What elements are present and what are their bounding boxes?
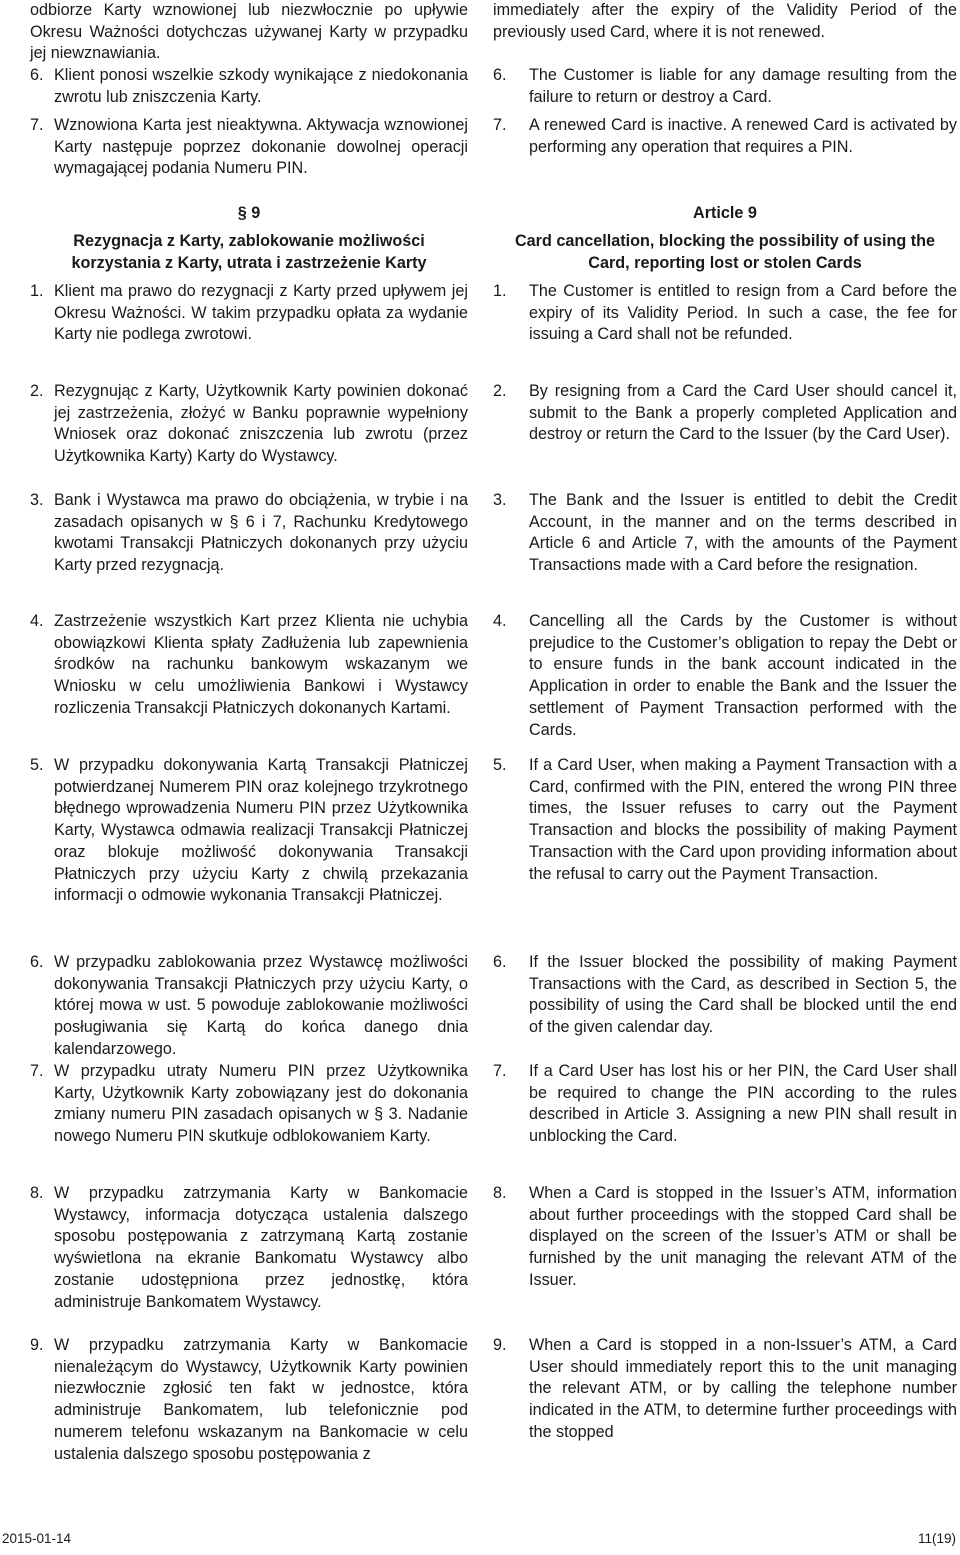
footer-date: 2015-01-14	[2, 1531, 72, 1546]
item-number: 7.	[30, 1062, 44, 1080]
polish-item-8	[30, 1183, 468, 1313]
polish-item-2	[30, 381, 468, 468]
polish-section-title: Rezygnacja z Karty, zablokowanie możliwości korzystania z Karty, utrata i zastrzeżenie Karty	[71, 232, 427, 272]
item-number: 5.	[493, 756, 507, 774]
item-text: The Bank and the Issuer is entitled to debit the Credit Account, in the manner and on the terms described in Article 6 and Article 7, with the amounts of the Payment Transactions made with a Card before the resignation.	[529, 491, 957, 575]
item-number: 2.	[493, 382, 507, 400]
english-item-4	[493, 611, 957, 741]
item-text: A renewed Card is inactive. A renewed Card is activated by performing any operation that requires a PIN.	[529, 116, 957, 156]
polish-item-3	[30, 490, 468, 577]
item-text: Zastrzeżenie wszystkich Kart przez Klienta nie uchybia obowiązkowi Klienta spłaty Zadłużenia lub zapewnienia środków na rachunku bankowym wskazanym we Wniosku w celu umożliwienia Bankowi i Wystawcy rozliczenia Transakcji Płatniczych dokonanych Kartami.	[54, 612, 468, 717]
item-number: 4.	[30, 612, 44, 630]
english-item-7-top	[493, 115, 957, 158]
footer-page-number: 11(19)	[917, 1531, 956, 1546]
polish-section-number: § 9	[237, 204, 261, 222]
item-number: 6.	[493, 953, 507, 971]
item-number: 1.	[30, 282, 44, 300]
item-text: If the Issuer blocked the possibility of making Payment Transactions with the Card, as described in Section 5, the possibility of using the Card shall be blocked until the end of the given calendar day.	[529, 953, 957, 1037]
english-item-6	[493, 952, 957, 1039]
item-number: 2.	[30, 382, 44, 400]
item-number: 7.	[30, 116, 44, 134]
english-item-7	[493, 1061, 957, 1148]
item-number: 7.	[493, 1062, 507, 1080]
item-text: Rezygnując z Karty, Użytkownik Karty powinien dokonać jej zastrzeżenia, złożyć w Banku poprawnie wypełniony Wniosek oraz dokonać zniszczenia lub zwrotu (przez Użytkownika Karty) Karty do Wystawcy.	[54, 382, 468, 466]
item-text: When a Card is stopped in the Issuer’s ATM, information about further proceedings with the stopped Card shall be displayed on the screen of the Issuer’s ATM or shall be furnished by the unit managing the relevant ATM of the Issuer.	[529, 1184, 957, 1289]
item-number: 9.	[30, 1336, 44, 1354]
item-number: 3.	[493, 491, 507, 509]
item-number: 3.	[30, 491, 44, 509]
item-number: 9.	[493, 1336, 507, 1354]
polish-item-5	[30, 755, 468, 907]
polish-item-4	[30, 611, 468, 720]
english-item-8	[493, 1183, 957, 1292]
item-number: 5.	[30, 756, 44, 774]
item-text: Klient ma prawo do rezygnacji z Karty przed upływem jej Okresu Ważności. W takim przypadku opłata za wydanie Karty nie podlega zwrotowi.	[54, 282, 468, 344]
english-item-3	[493, 490, 957, 577]
item-text: W przypadku dokonywania Kartą Transakcji Płatniczej potwierdzanej Numerem PIN oraz kolejnego trzykrotnego błędnego wprowadzenia Numeru PIN przez Użytkownika Karty, Wystawca odmawia realizacji Transakcji Płatniczej oraz blokuje możliwość dokonywania Transakcji Płatniczych przy użyciu Karty z chwilą przekazania informacji o odmowie wykonania Transakcji Płatniczej.	[54, 756, 468, 905]
english-item-5	[493, 755, 957, 885]
item-number: 6.	[30, 953, 44, 971]
item-text: Bank i Wystawca ma prawo do obciążenia, w trybie i na zasadach opisanych w § 6 i 7, Rachunku Kredytowego kwotami Transakcji Płatniczych dokonanych przy użyciu Karty przed rezygnacją.	[54, 491, 468, 575]
item-text: The Customer is entitled to resign from a Card before the expiry of its Validity Period. In such a case, the fee for issuing a Card shall not be refunded.	[529, 282, 957, 344]
english-intro-continuation: immediately after the expiry of the Validity Period of the previously used Card, where it is not renewed.	[493, 1, 957, 41]
item-text: By resigning from a Card the Card User should cancel it, submit to the Bank a properly completed Application and destroy or return the Card to the Issuer (by the Card User).	[529, 382, 957, 444]
polish-intro-continuation: odbiorze Karty wznowionej lub niezwłocznie po upływie Okresu Ważności dotychczas używanej Karty w przypadku jej niewznawiania.	[30, 1, 468, 63]
item-text: The Customer is liable for any damage resulting from the failure to return or destroy a Card.	[529, 66, 957, 106]
polish-item-6-top	[30, 65, 468, 108]
polish-item-9	[30, 1335, 468, 1465]
item-text: When a Card is stopped in a non-Issuer’s ATM, a Card User should immediately report this to the unit managing the relevant ATM, or by calling the telephone number indicated in the ATM, to determine further proceedings with the stopped	[529, 1336, 957, 1441]
item-number: 1.	[493, 282, 507, 300]
polish-item-7	[30, 1061, 468, 1148]
item-text: W przypadku zatrzymania Karty w Bankomacie Wystawcy, informacja dotycząca ustalenia dalszego sposobu postępowania z zatrzymaną Kartą zostanie wyświetlona na ekranie Bankomatu Wystawcy albo zostanie udostępniona przez jednostkę, która administruje Bankomatem Wystawcy.	[54, 1184, 468, 1311]
item-number: 7.	[493, 116, 507, 134]
english-item-2	[493, 381, 957, 446]
item-text: If a Card User, when making a Payment Transaction with a Card, confirmed with the PIN, entered the wrong PIN three times, the Issuer refuses to carry out the Payment Transaction and blocks the possibility of making Payment Transaction with the Card upon providing information about the refusal to carry out the Payment Transaction.	[529, 756, 957, 883]
polish-item-1	[30, 281, 468, 346]
english-item-9	[493, 1335, 957, 1444]
english-item-6-top	[493, 65, 957, 108]
item-number: 8.	[493, 1184, 507, 1202]
item-text: Klient ponosi wszelkie szkody wynikające z niedokonania zwrotu lub zniszczenia Karty.	[54, 66, 468, 106]
item-text: W przypadku zablokowania przez Wystawcę możliwości dokonywania Transakcji Płatniczych przy użyciu Karty, o której mowa w ust. 5 powoduje zablokowanie możliwości posługiwania się Kartą do końca danego dnia kalendarzowego.	[54, 953, 468, 1058]
polish-item-7-top	[30, 115, 468, 180]
item-number: 6.	[30, 66, 44, 84]
item-number: 4.	[493, 612, 507, 630]
item-text: Cancelling all the Cards by the Customer is without prejudice to the Customer’s obligation to repay the Debt or to ensure funds in the bank account indicated in the Application in order to enable the Bank and the Issuer the settlement of Payment Transaction performed with the Cards.	[529, 612, 957, 739]
polish-item-6	[30, 952, 468, 1061]
item-text: If a Card User has lost his or her PIN, the Card User shall be required to change the PIN according to the rules described in Article 3. Assigning a new PIN shall result in unblocking the Card.	[529, 1062, 957, 1146]
english-section-title: Card cancellation, blocking the possibility of using the Card, reporting lost or stolen Cards	[514, 232, 936, 272]
item-text: W przypadku utraty Numeru PIN przez Użytkownika Karty, Użytkownik Karty zobowiązany jest do dokonania zmiany numeru PIN zasadach opisanych w § 3. Nadanie nowego Numeru PIN skutkuje odblokowaniem Karty.	[54, 1062, 468, 1146]
item-text: Wznowiona Karta jest nieaktywna. Aktywacja wznowionej Karty następuje poprzez dokonanie dowolnej operacji wymagającej podania Numeru PIN.	[54, 116, 468, 178]
item-text: W przypadku zatrzymania Karty w Bankomacie nienależącym do Wystawcy, Użytkownik Karty powinien niezwłocznie zgłosić ten fakt w jednostce, która administruje Bankomatem, lub telefonicznie pod numerem telefonu wskazanym na Bankomacie w celu ustalenia dalszego sposobu postępowania z	[54, 1336, 468, 1463]
english-section-number: Article 9	[693, 204, 757, 222]
english-item-1	[493, 281, 957, 346]
item-number: 8.	[30, 1184, 44, 1202]
item-number: 6.	[493, 66, 507, 84]
